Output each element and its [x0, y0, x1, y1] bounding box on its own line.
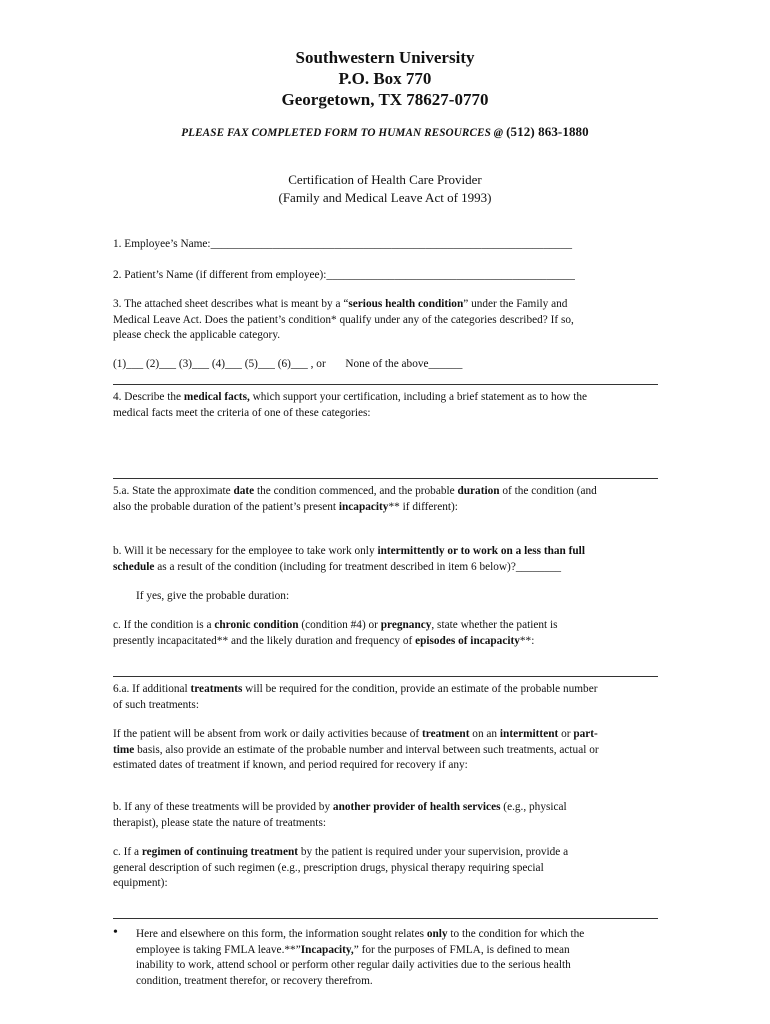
patient-name-field[interactable]: 2. Patient’s Name (if different from employee):____________________________________________ — [113, 269, 575, 281]
question-6a — [113, 682, 661, 713]
q6a-text: If the patient will be absent from work or daily activities because of — [113, 728, 422, 740]
q5b-bold: intermittently or to work on a less than full — [377, 545, 585, 557]
section-divider — [113, 478, 658, 479]
q6b-bold: another provider of health services — [332, 801, 501, 813]
question-6b — [113, 800, 661, 831]
form-subtitle: (Family and Medical Leave Act of 1993) — [278, 190, 492, 205]
q5c-bold: pregnancy — [380, 619, 432, 631]
q5c-text: (condition #4) or — [298, 619, 381, 631]
footnote-line: inability to work, attend school or perform other regular daily activities due to the serious health — [136, 959, 571, 971]
q3-text: ” under the Family and — [463, 298, 568, 310]
q6c-line: general description of such regimen (e.g., prescription drugs, physical therapy requiring special — [113, 861, 544, 874]
none-of-above-blank[interactable]: None of the above______ — [345, 358, 463, 370]
org-city: Georgetown, TX 78627-0770 — [281, 90, 489, 109]
q6a-bold: intermittent — [499, 728, 559, 740]
q6a-text: will be required for the condition, provide an estimate of the probable number — [242, 683, 598, 695]
q5a-bold: date — [233, 485, 255, 497]
section-divider — [113, 384, 658, 385]
question-6c — [113, 845, 661, 892]
footnote-text: employee is taking FMLA leave.**” — [136, 943, 301, 956]
category-checks — [113, 357, 661, 373]
q5c-text: **: — [519, 634, 535, 647]
bullet-icon: • — [113, 925, 118, 940]
q3-bold: serious health condition — [348, 298, 464, 310]
q5a-text: ** if different): — [388, 500, 458, 513]
q5b-bold: schedule — [113, 560, 155, 573]
footnote-bold: Incapacity, — [300, 943, 354, 956]
q6a-line: estimated dates of treatment if known, and period required for recovery if any: — [113, 759, 468, 771]
footnote-bold: only — [426, 928, 448, 940]
org-name: Southwestern University — [295, 48, 475, 67]
question-4 — [113, 390, 661, 421]
q6a-bold: treatments — [190, 683, 243, 695]
fax-instruction — [0, 124, 770, 140]
footnote-text: ” for the purposes of FMLA, is defined to mean — [353, 943, 570, 956]
footnote-text: to the condition for which the — [447, 928, 585, 940]
fax-text: PLEASE FAX COMPLETED FORM TO HUMAN RESOURCES @ — [181, 127, 507, 139]
q6b-text: (e.g., physical — [500, 801, 567, 813]
q6a-text: on an — [469, 728, 500, 740]
category-blanks[interactable]: (1)___ (2)___ (3)___ (4)___ (5)___ (6)___ , or — [113, 358, 326, 370]
org-po-box: P.O. Box 770 — [338, 69, 432, 88]
q6c-text: c. If a — [113, 846, 142, 858]
q5a-text: 5.a. State the approximate — [113, 485, 234, 497]
q5c-bold: episodes of incapacity — [415, 634, 520, 647]
question-5a — [113, 484, 661, 515]
q6c-bold: regimen of continuing treatment — [141, 846, 299, 858]
footnote-text: Here and elsewhere on this form, the information sought relates — [136, 928, 427, 940]
footnote-line: condition, treatment therefor, or recovery therefrom. — [136, 974, 373, 987]
q5c-bold: chronic condition — [214, 619, 299, 631]
q5c-text: c. If the condition is a — [113, 619, 215, 631]
q6a-line: of such treatments: — [113, 698, 199, 711]
footnote — [136, 927, 661, 989]
q6a-bold: time — [113, 743, 135, 756]
q5c-text: presently incapacitated** and the likely duration and frequency of — [113, 634, 416, 647]
q5a-text: also the probable duration of the patient’s present — [113, 500, 339, 513]
q5a-text: of the condition (and — [499, 485, 597, 497]
probable-duration-prompt: If yes, give the probable duration: — [136, 590, 290, 602]
q5c-text: , state whether the patient is — [431, 619, 558, 631]
q6a-text: or — [558, 728, 574, 740]
q3-line: please check the applicable category. — [113, 329, 281, 341]
q6b-line: therapist), please state the nature of treatments: — [113, 816, 326, 829]
question-5b — [113, 544, 661, 575]
question-6a-part2 — [113, 727, 661, 774]
q4-text: which support your certification, including a brief statement as to how the — [249, 391, 588, 403]
q5a-bold: duration — [457, 485, 500, 497]
q4-bold: medical facts, — [183, 391, 250, 403]
question-3 — [113, 297, 661, 344]
form-title: Certification of Health Care Provider — [288, 172, 482, 187]
q5b-text: b. Will it be necessary for the employee to take work only — [113, 545, 378, 557]
q6b-text: b. If any of these treatments will be provided by — [113, 801, 333, 813]
q6c-text: by the patient is required under your supervision, provide a — [298, 846, 569, 858]
question-5c — [113, 618, 661, 649]
q6a-text: 6.a. If additional — [113, 683, 191, 695]
q4-line: medical facts meet the criteria of one of these categories: — [113, 406, 371, 419]
q6a-bold: part- — [573, 728, 598, 740]
section-divider — [113, 676, 658, 677]
q5b-text: as a result of the condition (including for treatment described in item 6 below)?________ — [154, 560, 562, 573]
employee-name-field[interactable]: 1. Employee’s Name:________________________________________________________________ — [113, 238, 573, 250]
q3-text: 3. The attached sheet describes what is meant by a “ — [113, 298, 349, 310]
fax-phone: (512) 863-1880 — [506, 124, 589, 139]
q3-line: Medical Leave Act. Does the patient’s condition* qualify under any of the categories described? If so, — [113, 313, 574, 326]
section-divider — [113, 918, 658, 919]
q6a-text: basis, also provide an estimate of the probable number and interval between such treatments, actual or — [134, 743, 599, 756]
q4-text: 4. Describe the — [113, 391, 184, 403]
q5a-text: the condition commenced, and the probable — [254, 485, 458, 497]
q6a-bold: treatment — [422, 728, 470, 740]
q6c-line: equipment): — [113, 877, 168, 889]
q5a-bold: incapacity — [338, 500, 389, 513]
